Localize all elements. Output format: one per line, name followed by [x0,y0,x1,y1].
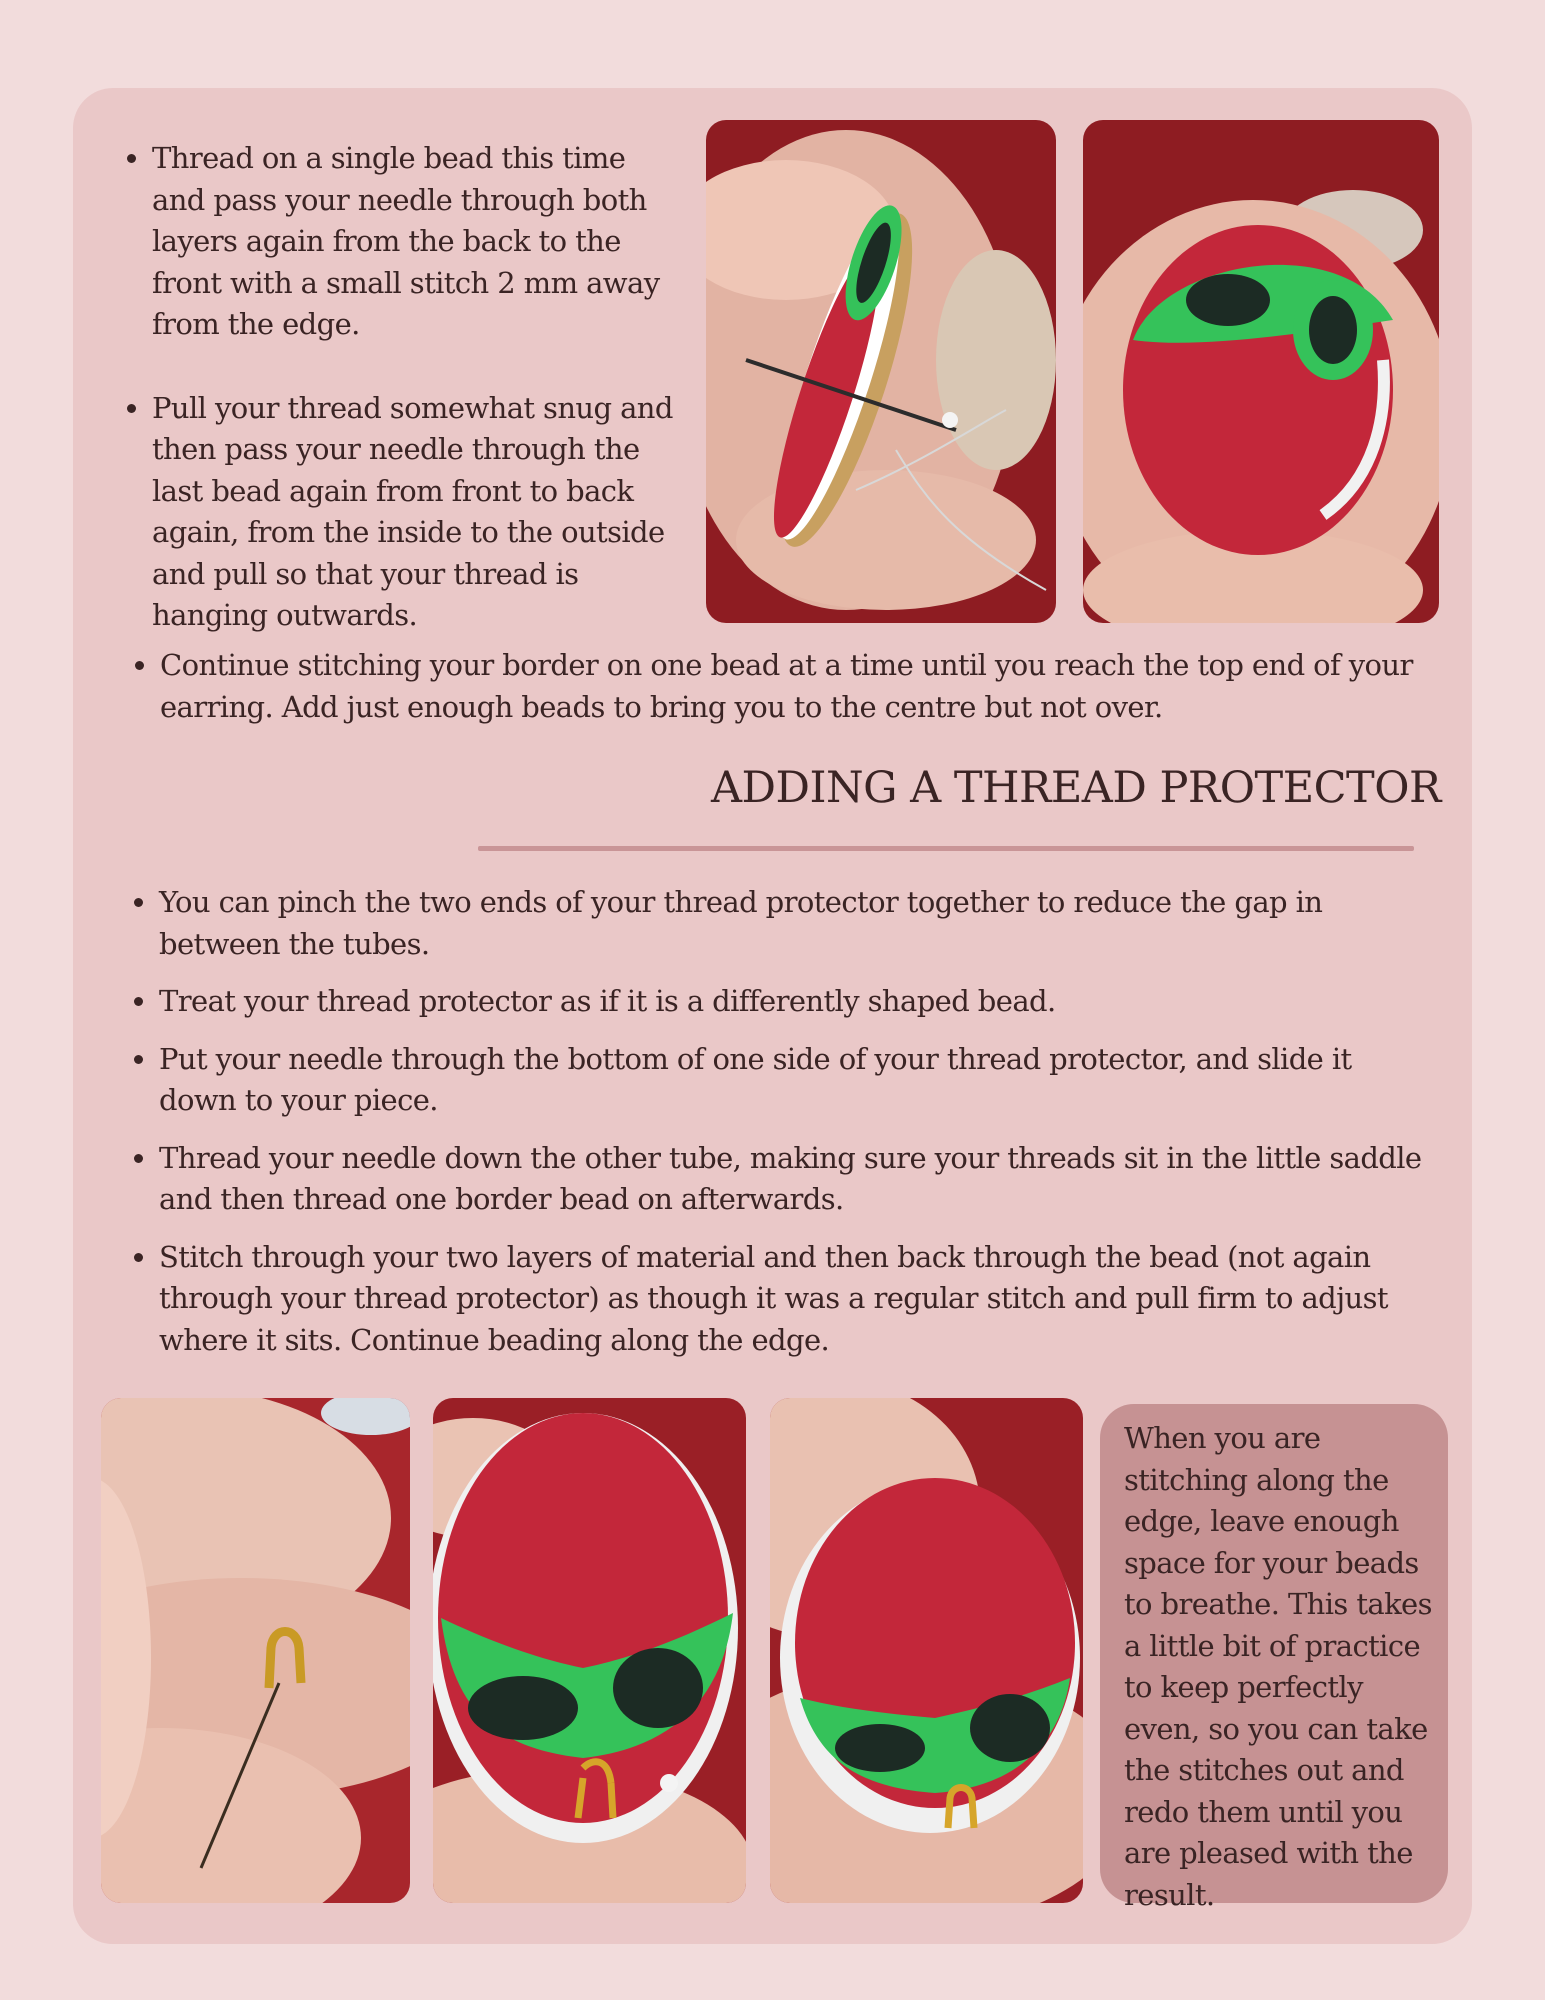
photo-border-finished [770,1398,1083,1903]
list-item: • Pull your thread somewhat snug and then pass your needle through the last bead again from front to back again, from the inside to the outside and pull so that your thread is hanging outwards. [152,388,676,637]
list-item: • Thread on a single bead this time and pass your needle through both layers again from the back to the front with a small stitch 2 mm away from the edge. [152,138,676,346]
instructions-thread-protector [123,882,1429,1361]
photo-earring-front [1083,120,1439,623]
list-item: • Put your needle through the bottom of one side of your thread protector, and slide it down to your piece. [159,1039,1429,1122]
photo-thread-protector-attached [433,1398,746,1903]
list-item: • Treat your thread protector as if it is a differently shaped bead. [159,981,1429,1023]
list-item: • Stitch through your two layers of material and then back through the bead (not again through your thread protector) as though it was a regular stitch and pull firm to adjust where it sits. Continue beading along the edge. [159,1237,1429,1362]
list-item: • You can pinch the two ends of your thread protector together to reduce the gap in between the tubes. [159,882,1429,965]
photo-needle-through-edge [706,120,1056,623]
photo-thread-protector-on-needle [101,1398,410,1903]
tip-box [1100,1404,1448,1912]
tip-text: When you are stitching along the edge, leave enough space for your beads to breathe. This takes a little bit of practice to keep perfectly even, so you can take the stitches out and redo them until you are pleased with the result. [1124,1421,1432,1912]
section-divider [478,846,1414,851]
instructions-top [116,138,676,637]
list-item: • Continue stitching your border on one bead at a time until you reach the top end of your earring. Add just enough beads to bring you to the centre but not over. [160,645,1424,728]
section-heading: ADDING A THREAD PROTECTOR [711,763,1441,813]
list-item: • Thread your needle down the other tube, making sure your threads sit in the little saddle and then thread one border bead on afterwards. [159,1138,1429,1221]
instructions-continue [124,645,1424,728]
